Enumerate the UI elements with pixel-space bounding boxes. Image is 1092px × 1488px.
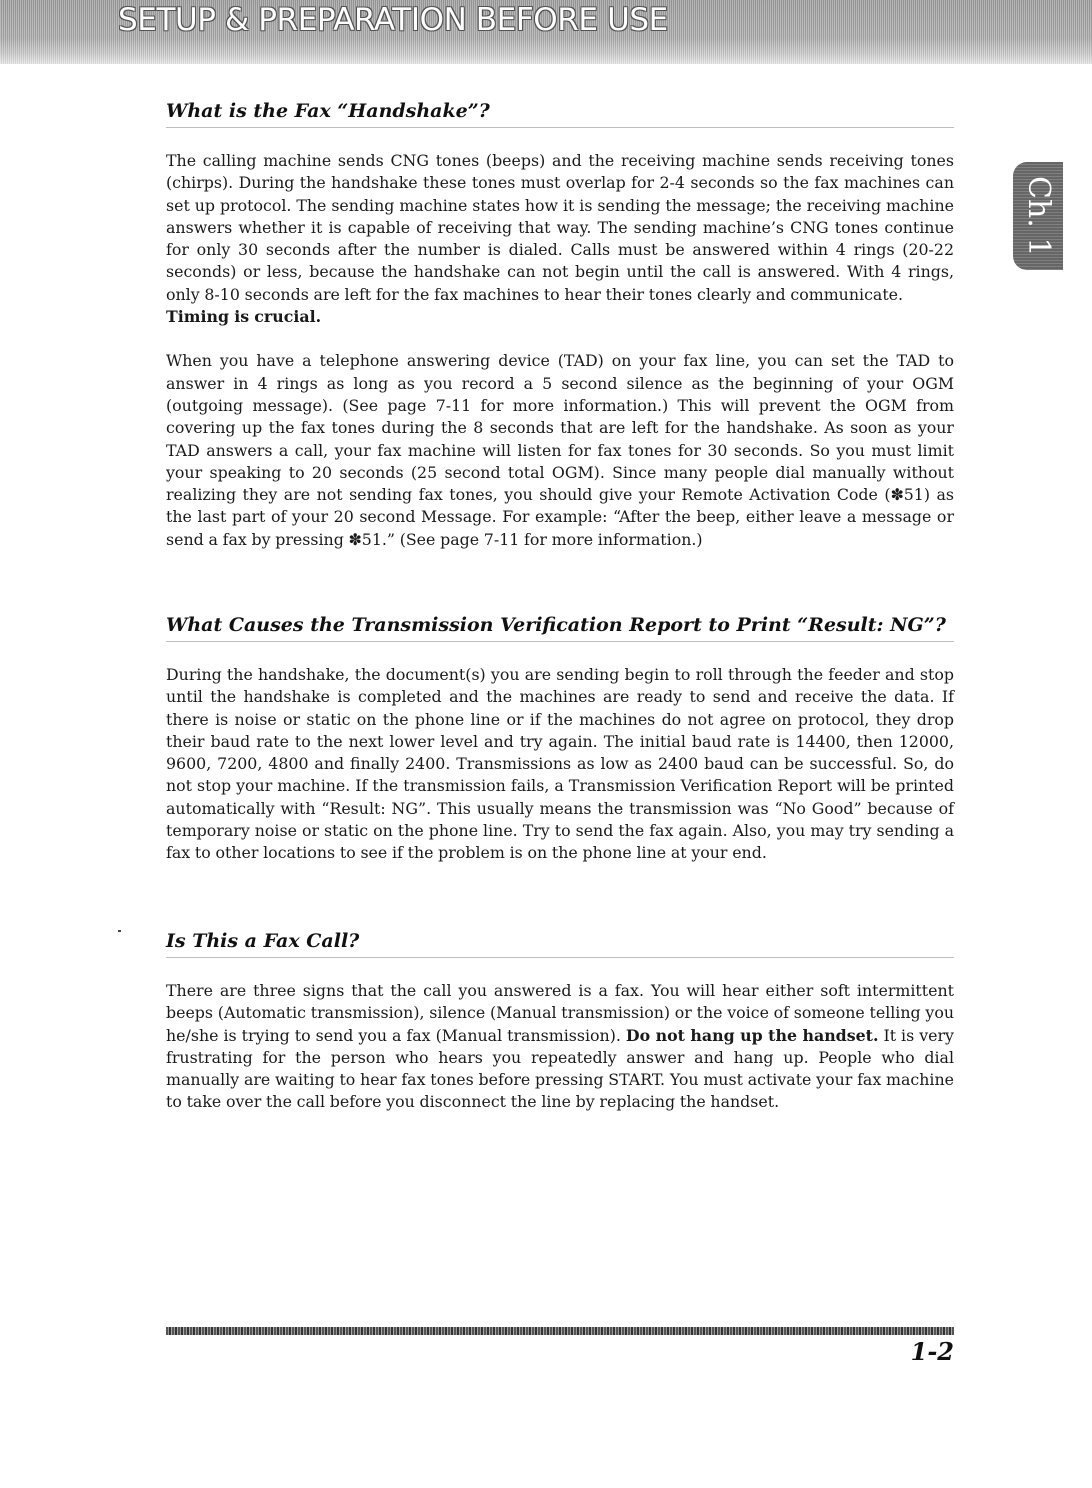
section-fax-handshake (166, 100, 954, 551)
paragraph-text: There are three signs that the call you answered is a fax. You will hear either soft intermittent beeps (Automatic transmission), silence (Manual transmission) or the voice of someone telling you he/she is trying to send you a fax (Manual transmission). (166, 981, 954, 1045)
paragraph-text: It is very frustrating for the person who hears you repeatedly answer and hang up. People who dial manually are waiting to hear fax tones before pressing START. You must activate your fax machine to take over the call before you disconnect the line by replacing the handset. (166, 1025, 954, 1112)
paragraph: When you have a telephone answering device (TAD) on your fax line, you can set the TAD to answer in 4 rings as long as you record a 5 second silence as the beginning of your OGM (outgoing message). (See page 7-11 for more information.) This will prevent the OGM from covering up the fax tones during the 8 seconds that are left for the handshake. As soon as your TAD answers a call, your fax machine will listen for fax tones for 30 seconds. So you must limit your speaking to 20 seconds (25 second total OGM). Since many people dial manually without realizing they are not sending fax tones, you should give your Remote Activation Code (✽51) as the last part of your 20 second Message. For example: “After the beep, either leave a message or send a fax by pressing ✽51.” (See page 7-11 for more information.) (166, 351, 954, 549)
paragraph (166, 980, 954, 1114)
page-number: 1-2 (910, 1337, 954, 1366)
section-heading: Is This a Fax Call? (166, 930, 954, 958)
scan-mark (118, 930, 121, 932)
paragraph-text: The calling machine sends CNG tones (beeps) and the receiving machine sends receiving tones (chirps). During the handshake these tones must overlap for 2-4 seconds so the fax machines can set up protocol. The sending machine states how it is sending the message; the receiving machine answers whether it is capable of receiving that way. The sending machine’s CNG tones continue for only 30 seconds after the number is dialed. Calls must be answered within 4 rings (20-22 seconds) or less, because the handshake can not begin until the call is answered. With 4 rings, only 8-10 seconds are left for the fax machines to hear their tones clearly and communicate. (166, 151, 954, 304)
section-heading: What is the Fax “Handshake”? (166, 100, 954, 128)
section-heading: What Causes the Transmission Verification Report to Print “Result: NG”? (166, 614, 954, 642)
section-result-ng (166, 614, 954, 865)
paragraph-emphasis: Do not hang up the handset. (625, 1025, 879, 1045)
header-banner (0, 0, 1092, 64)
paragraph: During the handshake, the document(s) you are sending begin to roll through the feeder and stop until the handshake is completed and the machines are ready to send and receive the data. If there is noise or static on the phone line or if the machines do not agree on protocol, they drop their baud rate to the next lower level and try again. The initial baud rate is 14400, then 12000, 9600, 7200, 4800 and finally 2400. Transmissions as low as 2400 baud can be successful. So, do not stop your machine. If the transmission fails, a Transmission Verification Report will be printed automatically with “Result: NG”. This usually means the transmission was “No Good” because of temporary noise or static on the phone line. Try to send the fax again. Also, you may try sending a fax to other locations to see if the problem is on the phone line at your end. (166, 665, 954, 863)
paragraph (166, 150, 954, 328)
paragraph-emphasis: Timing is crucial. (166, 307, 322, 327)
footer-rule (166, 1327, 954, 1335)
chapter-tab-label: Ch. 1 (1021, 175, 1056, 257)
page-title: SETUP & PREPARATION BEFORE USE (118, 2, 668, 38)
section-fax-call (166, 930, 954, 1114)
